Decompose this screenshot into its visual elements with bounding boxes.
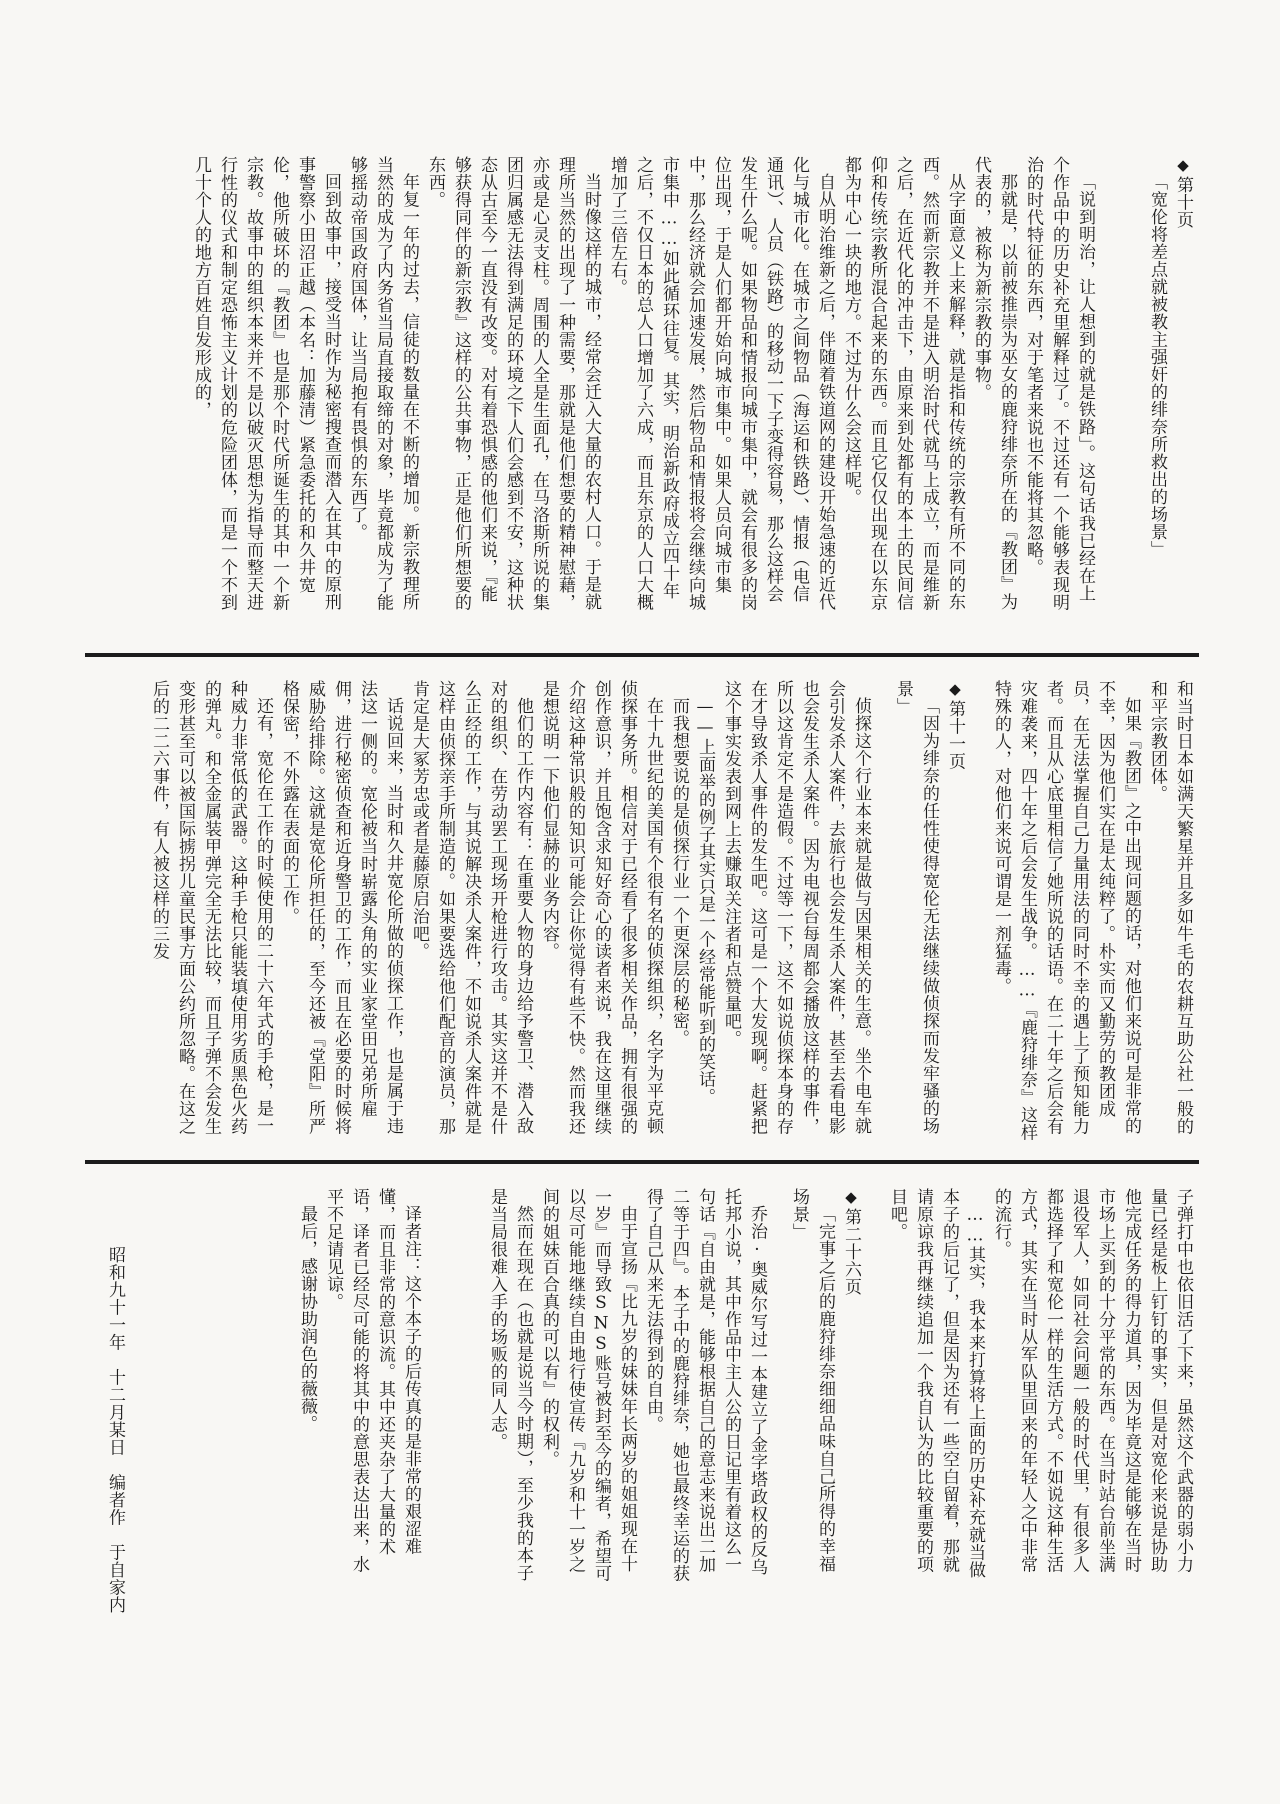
section-heading-text: 第二十六页: [841, 1208, 861, 1296]
section-title: 「宽伦将差点就被教主强奸的绯奈所救出的场景」: [1147, 173, 1167, 558]
paragraph: ……其实，我本来打算将上面的历史补充就当做本子的后记了，但是因为还有一些空白留着，那就请原谅我再继续追加一个我自认为的比较重要的项目吧。: [887, 1188, 985, 1579]
divider-rule: [85, 653, 1199, 657]
translator-note-paragraph: 最后，感谢协助润色的薇薇。: [297, 1205, 317, 1433]
paragraph: 那就是，以前被推崇为巫女的鹿狩绯奈所在的『教团』为代表的，被称为新宗教的事物。: [971, 156, 1017, 611]
translator-note-paragraph: 译者注：这个本子的后传真的是非常的艰涩难懂，而且非常的意识流。其中还夹杂了大量的术语，译者已经尽可能的将其中的意思表达出来，水平不足请见谅。: [323, 1188, 421, 1573]
translator-note: [294, 1188, 424, 1586]
paragraph: 还有，宽伦在工作的时候使用的二十六年式的手枪，是一种威力非常低的武器。这种手枪只能装填使用劣质黑色火药的弹丸。和全金属装甲弹完全无法比较，而且子弹不会发生变形甚至可以被国际掳拐儿童民事方面公约所忽略。在这之后的二二六事件，有人被这样的三发: [149, 680, 273, 1135]
paragraph: 当时像这样的城市，经常会迁入大量的农村人口。于是就理所当然的出现了一种需要，那就是他们想要的精神慰藉，亦或是心灵支柱。周围的人全是生面孔，在马洛斯所说的集团归属感无法得到满足的环境之下人们会感到不安，这种状态从古至今一直没有改变。对有着恐惧感的他们来说，『能够获得同伴的新宗教』这样的公共事物，正是他们所想要的东西。: [425, 156, 601, 611]
section-heading-text: 第十一页: [945, 700, 965, 770]
paragraph: 由于宣扬『比九岁的妹妹年长两岁的姐姐现在十一岁』而导致SNS账号被封至今的编者，希望可以尽可能地继续自由地行使宣传『九岁和十一岁之间的姐妹百合真的可以有』的权利。: [539, 1188, 637, 1582]
divider-rule: [85, 1160, 1199, 1164]
section-page-11: [84, 680, 1196, 1150]
paragraph: 他们的工作内容有：在重要人物的身边给予警卫、潜入敌对的组织、在劳动罢工现场开枪进行攻击。其实这并不是什么正经的工作，与其说解决杀人案件，不如说杀人案件就是这样由侦探亲手所制造的。如果要选给他们配音的演员，那肯定是大冢芳忠或者是藤原启治吧。: [409, 680, 533, 1135]
paragraph: 乔治·奥威尔写过一本建立了金字塔政权的反乌托邦小说，其中作品中主人公的日记里有着这么一句话『自由就是，能够根据自己的意志来说出二加二等于四』。本子中的鹿狩绯奈，她也最终幸运的获得了自己从来无法得到的自由。: [643, 1188, 767, 1582]
paragraph: 在十九世纪的美国有个很有名的侦探组织，名字为平克顿侦探事务所。相信对于已经看了很多相关作品，拥有很强的创作意识，并且饱含求知好奇心的读者来说，我在这里继续介绍这种常识般的知识可能会让你觉得有些不快。然而我还是想说明一下他们显赫的业务内容。: [539, 680, 663, 1135]
section-heading-text: 第十页: [1173, 176, 1193, 229]
paragraph: 年复一年的过去，信徒的数量在不断的增加。新宗教理所当然的成为了内务省当局直接取缔的对象，毕竟都成为了能够摇动帝国政府国体，让当局抱有畏惧的东西了。: [347, 156, 419, 611]
paragraph: 然而在现在（也就是说当今时期），至少我的本子是当局很难入手的场贩的同人志。: [487, 1188, 533, 1582]
paragraph: 回到故事中，接受当时作为秘密搜查而潜入在其中的原刑事警察小田沼正越（本名：加藤清）紧急委托的和久井宽伦，他所破坏的『教团』也是那个时代所诞生的其中一个新宗教。故事中的组织本来并不是以破灭思想为指导而整天进行性的仪式和制定恐怖主义计划的危险团体，而是一个不到几十个人的地方百姓自发形成的，: [191, 156, 341, 611]
paragraph: 自从明治维新之后，伴随着铁道网的建设开始急速的近代化与城市化。在城市之间物品（海运和铁路）、情报（电信通讯）、人员（铁路）的移动一下子变得容易，那么这样会发生什么呢。如果物品和情报向城市集中，就会有很多的岗位出现，于是人们都开始向城市集中。如果人员向城市集中，那么经济就会加速发展，然后物品和情报将会继续向城市集中……如此循环往复。其实，明治新政府成立四十年之后，不仅日本的总人口增加了六成，而且东京的人口大概增加了三倍左右。: [607, 156, 835, 611]
paragraph: 如果『教团』之中出现问题的话，对他们来说可是非常的不幸，因为他们实在是太纯粹了。朴实而又勤劳的教团成员，在无法掌握自己力量用法的同时不幸的遇上了预知能力者。而且从心底里相信了她所说的话语。在二十年之后会有灾难袭来，四十年之后会发生战争。……『鹿狩绯奈』这样特殊的人，对他们来说可谓是一剂猛毒。: [991, 680, 1141, 1141]
paragraph: 「说到明治，让人想到的就是铁路」。这句话我已经在上个作品中的历史补充里解释过了。不过还有一个能够表现明治的时代特征的东西，对于笔者来说也不能将其忽略。: [1023, 156, 1095, 611]
section-heading: [1170, 156, 1196, 614]
paragraph: 话说回来，当时和久井宽伦所做的侦探工作，也是属于违法这一侧的。宽伦被当时崭露头角的实业家堂田兄弟所雇佣，进行秘密侦查和近身警卫的工作，而且在必要的时候将威胁给排除。这就是宽伦所担任的，至今还被『堂阳』所严格保密，不外露在表面的工作。: [279, 680, 403, 1135]
section-heading: [838, 1188, 864, 1586]
paragraph: ——上面举的例子其实只是一个经常能听到的笑话。: [695, 697, 715, 1106]
paragraph: 而我想要说的是侦探行业一个更深层的秘密。: [669, 697, 689, 1047]
paragraph: 从字面意义上来解释，就是指和传统的宗教有所不同的东西。然而新宗教并不是进入明治时代就马上成立，而是维新之后，在近代化的冲击下，由原来到处都有的本土的民间信仰和传统宗教所混合起来的东西。而且它仅仅出现在以东京都为中心一块的地方。不过为什么会这样呢。: [841, 156, 965, 611]
section-page-26: [84, 1188, 1196, 1614]
section-page-10: [84, 156, 1196, 614]
section-heading: [942, 680, 968, 1150]
section-title: 「因为绯奈的任性使得宽伦无法继续做侦探而发牢骚的场景」: [893, 680, 939, 1135]
diamond-icon: ◆: [946, 680, 964, 700]
section-title: 「完事之后的鹿狩绯奈细细品味自己所得的幸福场景」: [789, 1188, 835, 1573]
diamond-icon: ◆: [1174, 156, 1192, 176]
paragraph: 侦探这个行业本来就是做与因果相关的生意。坐个电车就会引发杀人案件，去旅行也会发生杀人案件，甚至去看电影也会发生杀人案件。因为电视台每周都会播放这样的事件，所以这肯定不是造假。不过等一下，这不如说侦探本身的存在才导致杀人事件的发生吧。这可是一个大发现啊。赶紧把这个事实发表到网上去赚取关注者和点赞量吧。: [721, 680, 871, 1135]
colophon-date-line: 昭和九十一年 十二月某日 编者作 于自家内: [105, 1246, 125, 1614]
paragraph: 子弹打中也依旧活了下来，虽然这个武器的弱小力量已经是板上钉钉的事实，但是对宽伦来说是协助他完成任务的得力道具，因为毕竟这是能够在当时市场上买到的十分平常的东西。在当时站台前坐满退役军人，如同社会问题一般的时代里，有很多人都选择了和宽伦一样的生活方式。不如说这种生活方式，其实在当时从军队里回来的年轻人之中非常的流行。: [991, 1188, 1193, 1573]
diamond-icon: ◆: [842, 1188, 860, 1208]
paragraph: 和当时日本如满天繁星并且多如牛毛的农耕互助公社一般的和平宗教团体。: [1147, 680, 1193, 1135]
